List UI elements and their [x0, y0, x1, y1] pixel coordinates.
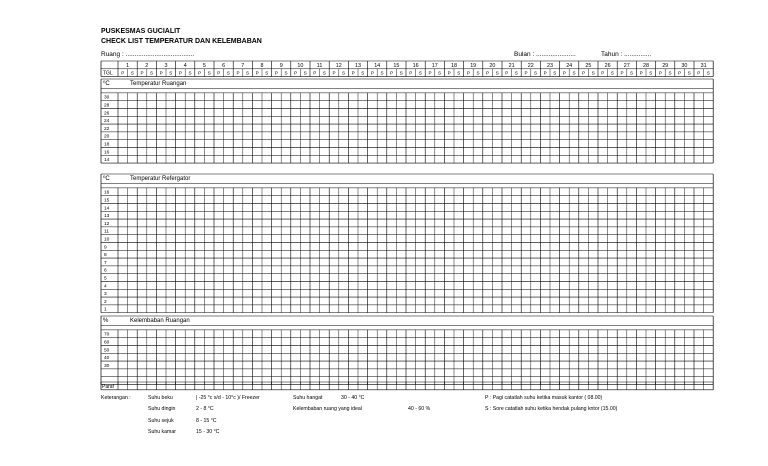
pagi-label: P	[294, 70, 298, 76]
sore-label: S	[188, 70, 192, 76]
legend-name-kamar: Suhu kamar	[148, 429, 176, 435]
legend-note-sore: S : Sore catatlah suhu ketika hendak pulang kntor (15.00)	[485, 406, 618, 412]
row-label: 14	[104, 206, 110, 212]
pagi-label: P	[428, 70, 432, 76]
sore-label: S	[668, 70, 672, 76]
day-number: 13	[355, 62, 361, 69]
row-label: 5	[104, 276, 107, 282]
legend-range-beku: | -25 °c s/d - 10°c )/ Freezer	[196, 395, 260, 401]
pagi-label: P	[370, 70, 374, 76]
pagi-label: P	[198, 70, 202, 76]
day-number: 2	[145, 62, 149, 69]
sore-label: S	[361, 70, 365, 76]
sore-label: S	[246, 70, 250, 76]
pagi-label: P	[620, 70, 624, 76]
legend-kelembaban-label: Kelembaban ruang yang ideal	[293, 406, 362, 412]
pagi-label: P	[390, 70, 394, 76]
sore-label: S	[438, 70, 442, 76]
legend-hangat-range: 30 - 40 °C	[341, 395, 365, 401]
row-label: 24	[104, 119, 110, 125]
day-number: 14	[374, 62, 381, 69]
day-number: 7	[241, 62, 245, 69]
day-number: 30	[681, 62, 688, 69]
row-label: 14	[104, 158, 110, 164]
row-label: 26	[104, 111, 110, 117]
tgl-label: TGL	[103, 70, 113, 77]
row-label: 4	[104, 284, 107, 290]
sore-label: S	[649, 70, 653, 76]
pagi-label: P	[447, 70, 451, 76]
pagi-label: P	[255, 70, 259, 76]
pagi-label: P	[121, 70, 125, 76]
legend-hangat-label: Suhu hangat	[293, 395, 323, 401]
row-label: 7	[104, 260, 107, 266]
pagi-label: P	[543, 70, 547, 76]
sore-label: S	[572, 70, 576, 76]
pagi-label: P	[409, 70, 413, 76]
section-title: Temperatur Refergator	[130, 176, 191, 182]
pagi-label: P	[178, 70, 182, 76]
day-number: 10	[297, 62, 304, 69]
row-label: 30	[104, 95, 110, 101]
row-label: 22	[104, 126, 110, 132]
row-label: 28	[104, 103, 110, 109]
day-number: 16	[412, 62, 419, 69]
row-label: 16	[104, 150, 110, 156]
day-number: 18	[451, 62, 457, 69]
legend-name-dingin: Suhu dingin	[148, 406, 176, 412]
pagi-label: P	[274, 70, 278, 76]
pagi-label: P	[601, 70, 605, 76]
day-number: 8	[260, 62, 264, 69]
row-label: 3	[104, 292, 107, 298]
legend-name-beku: Suhu beku	[148, 395, 173, 401]
day-number: 26	[604, 62, 611, 69]
sore-label: S	[380, 70, 384, 76]
day-number: 12	[335, 62, 342, 69]
tahun-field: Tahun : ...............	[601, 51, 652, 58]
sore-label: S	[553, 70, 557, 76]
pagi-label: P	[658, 70, 662, 76]
day-number: 11	[316, 62, 323, 69]
day-number: 19	[470, 62, 477, 69]
legend-name-sejuk: Suhu sejuk	[148, 418, 174, 424]
legend-keterangan: Keterangan :	[101, 395, 131, 401]
sore-label: S	[495, 70, 499, 76]
form-title: CHECK LIST TEMPERATUR DAN KELEMBABAN	[101, 38, 262, 45]
day-number: 15	[393, 62, 400, 69]
sore-label: S	[591, 70, 595, 76]
sore-label: S	[399, 70, 403, 76]
pagi-label: P	[678, 70, 682, 76]
row-label: 1	[104, 307, 107, 313]
pagi-label: P	[582, 70, 586, 76]
day-number: 20	[489, 62, 496, 69]
legend-range-sejuk: 8 - 15 °C	[196, 418, 217, 424]
org-name: PUSKESMAS GUCIALIT	[101, 28, 181, 35]
section-title: Kelembaban Ruangan	[130, 318, 190, 324]
section-unit: ⁰C	[103, 81, 110, 87]
row-label: 60	[104, 340, 110, 346]
day-number: 5	[202, 62, 206, 69]
row-label: 10	[104, 237, 110, 243]
legend-kelembaban-range: 40 - 60 %	[408, 406, 431, 412]
sore-label: S	[534, 70, 538, 76]
sore-label: S	[706, 70, 710, 76]
pagi-label: P	[505, 70, 509, 76]
section-title: Temperatur Ruangan	[130, 81, 187, 87]
pagi-label: P	[140, 70, 144, 76]
sore-label: S	[610, 70, 614, 76]
sore-label: S	[687, 70, 691, 76]
legend-note-pagi: P : Pagi catatlah suhu ketika masuk kantor ( 08.00)	[485, 395, 603, 401]
day-number: 23	[547, 62, 553, 69]
row-label: 6	[104, 268, 107, 274]
section-unit: %	[103, 318, 109, 324]
row-label: 8	[104, 253, 107, 259]
paraf-label: Paraf	[102, 383, 114, 390]
row-label: 20	[104, 134, 110, 140]
row-label: 2	[104, 299, 107, 305]
day-number: 9	[279, 62, 283, 69]
pagi-label: P	[466, 70, 470, 76]
row-label: 40	[104, 356, 110, 362]
sore-label: S	[322, 70, 326, 76]
legend-range-kamar: 15 - 30 °C	[196, 429, 220, 435]
row-label: 18	[104, 142, 110, 148]
sore-label: S	[226, 70, 230, 76]
pagi-label: P	[351, 70, 355, 76]
sore-label: S	[457, 70, 461, 76]
row-label: 9	[104, 245, 107, 251]
pagi-label: P	[486, 70, 490, 76]
legend-range-dingin: 2 - 8 °C	[196, 406, 214, 412]
day-number: 22	[527, 62, 534, 69]
sore-label: S	[150, 70, 154, 76]
day-number: 28	[643, 62, 649, 69]
row-label: 13	[104, 214, 110, 220]
day-number: 3	[164, 62, 168, 69]
day-number: 25	[585, 62, 592, 69]
pagi-label: P	[697, 70, 701, 76]
day-number: 6	[222, 62, 226, 69]
day-number: 1	[126, 62, 130, 69]
day-number: 24	[566, 62, 573, 69]
day-number: 29	[662, 62, 669, 69]
row-label: 15	[104, 198, 110, 204]
sore-label: S	[418, 70, 422, 76]
row-label: 70	[104, 332, 110, 338]
pagi-label: P	[217, 70, 221, 76]
sore-label: S	[303, 70, 307, 76]
sore-label: S	[342, 70, 346, 76]
sore-label: S	[284, 70, 288, 76]
pagi-label: P	[332, 70, 336, 76]
sore-label: S	[514, 70, 518, 76]
pagi-label: P	[159, 70, 163, 76]
day-number: 27	[623, 62, 630, 69]
row-label: 50	[104, 348, 110, 354]
sore-label: S	[476, 70, 480, 76]
row-label: 30	[104, 363, 110, 369]
pagi-label: P	[524, 70, 528, 76]
pagi-label: P	[562, 70, 566, 76]
ruang-field: Ruang : ......................................	[101, 51, 195, 58]
sore-label: S	[265, 70, 269, 76]
row-label: 16	[104, 190, 110, 196]
day-number: 21	[508, 62, 515, 69]
pagi-label: P	[639, 70, 643, 76]
sore-label: S	[169, 70, 173, 76]
sore-label: S	[130, 70, 134, 76]
sore-label: S	[630, 70, 634, 76]
day-number: 31	[700, 62, 707, 69]
section-unit: ⁰C	[103, 176, 110, 182]
sore-label: S	[207, 70, 211, 76]
day-number: 4	[183, 62, 187, 69]
bulan-field: Bulan : ......................	[514, 51, 576, 58]
day-number: 17	[431, 62, 438, 69]
row-label: 12	[104, 221, 110, 227]
row-label: 11	[104, 229, 109, 235]
pagi-label: P	[236, 70, 240, 76]
pagi-label: P	[313, 70, 317, 76]
